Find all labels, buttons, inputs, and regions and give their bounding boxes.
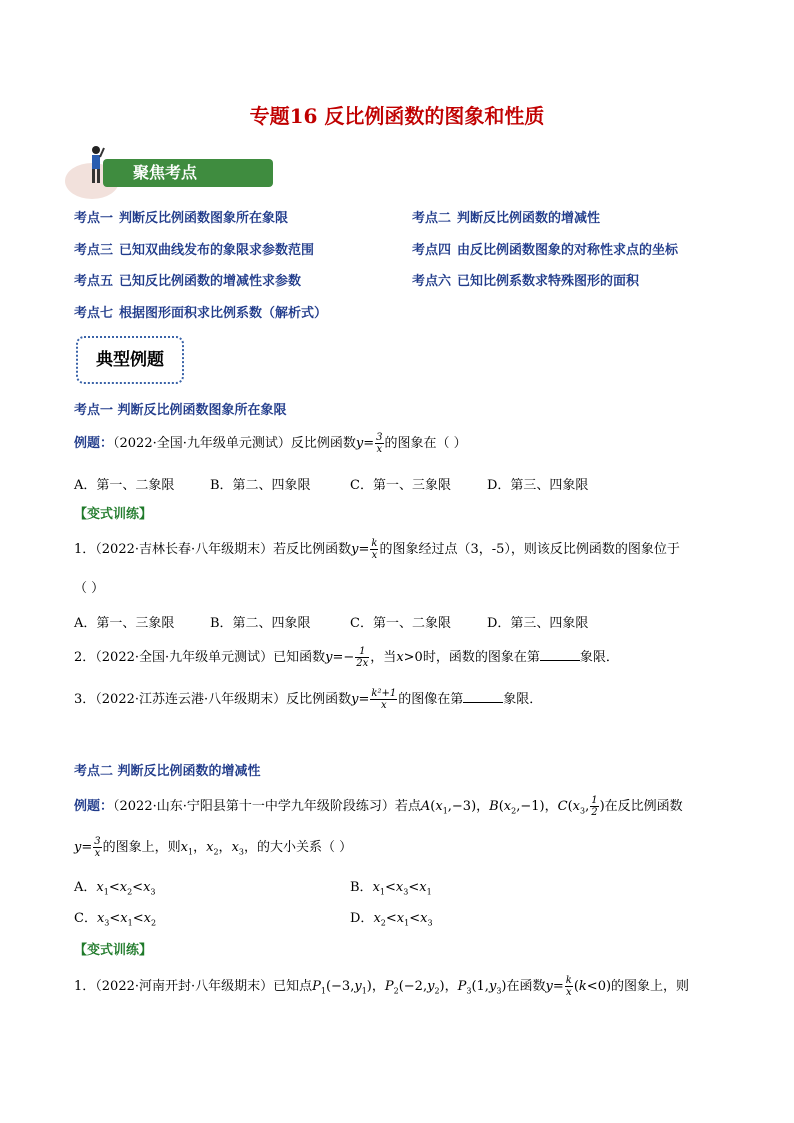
- s1-q1-option-b: B．第二、四象限: [210, 616, 311, 631]
- s2-option-d: D．$x_2<x_1<x_3$: [350, 911, 433, 928]
- kaodian-1: 考点一 判断反比例函数图象所在象限: [74, 211, 289, 226]
- section-2-heading: 考点二 判断反比例函数的增减性: [74, 764, 261, 779]
- kaodian-5: 考点五 已知反比例函数的增减性求参数: [74, 274, 302, 289]
- s2-option-a: A．$x_1<x_2<x_3$: [74, 880, 156, 897]
- kaodian-7: 考点七 根据图形面积求比例系数（解析式）: [74, 306, 328, 321]
- s1-example-option-a: A．第一、二象限: [74, 478, 175, 493]
- s1-example-option-d: D．第三、四象限: [487, 478, 589, 493]
- s1-example: 例题：（2022·全国·九年级单元测试）反比例函数y= $\frac{3}{x}$ 的图象在（ ）: [74, 432, 467, 455]
- s1-q1-option-a: A．第一、三象限: [74, 616, 175, 631]
- s2-question-1: 1．（2022·河南开封·八年级期末）已知点$P_1(-3,y_1)$，$P_2(-2,y_2)$，$P_3(1,y_3)$在函数y= $\frac{k}{x}$ (k<0)的图象上，则: [74, 975, 690, 998]
- kaodian-6: 考点六 已知比例系数求特殊图形的面积: [412, 274, 640, 289]
- typical-examples-box: 典型例题: [76, 336, 184, 384]
- kaodian-2: 考点二 判断反比例函数的增减性: [412, 211, 601, 226]
- s2-option-b: B．$x_1<x_3<x_1$: [350, 880, 432, 897]
- s2-variant-training: 【变式训练】: [74, 943, 153, 958]
- s1-question-2: 2．（2022·全国·九年级单元测试）已知函数y=− $\frac{1}{2x}$ ，当x>0时，函数的图象在第 象限．: [74, 646, 619, 669]
- s2-example-line2: y= $\frac{3}{x}$ 的图象上，则$x_1$，$x_2$，$x_3$，的大小关系（ ）: [74, 836, 353, 859]
- person-icon: [87, 145, 105, 187]
- s2-example: 例题：（2022·山东·宁阳县第十一中学九年级阶段练习）若点$A(x_1,-3)$，$B(x_2,-1)$，$C(x_3$, $\frac{1}{2}$ )在反比例函数: [74, 795, 683, 818]
- s1-example-option-c: C．第一、三象限: [350, 478, 451, 493]
- s1-q1-option-d: D．第三、四象限: [487, 616, 589, 631]
- s1-variant-training: 【变式训练】: [74, 507, 153, 522]
- answer-blank[interactable]: [540, 648, 580, 661]
- banner-label: 聚焦考点: [103, 159, 273, 187]
- s1-question-1-paren: （ ）: [74, 581, 105, 596]
- kaodian-4: 考点四 由反比例函数图象的对称性求点的坐标: [412, 243, 679, 258]
- s1-example-option-b: B．第二、四象限: [210, 478, 311, 493]
- kaodian-3: 考点三 已知双曲线发布的象限求参数范围: [74, 243, 315, 258]
- section-1-heading: 考点一 判断反比例函数图象所在象限: [74, 403, 287, 418]
- s1-q1-option-c: C．第一、二象限: [350, 616, 451, 631]
- s1-question-3: 3．（2022·江苏连云港·八年级期末）反比例函数y= $\frac{\text{k²+1}}{x}$ 的图像在第 象限．: [74, 688, 543, 711]
- answer-blank[interactable]: [463, 690, 503, 703]
- s1-question-1: 1．（2022·吉林长春·八年级期末）若反比例函数y= $\frac{k}{x}$ 的图象经过点（3，-5），则该反比例函数的图象位于: [74, 538, 680, 561]
- page-title: 专题16 反比例函数的图象和性质: [249, 104, 545, 128]
- s2-option-c: C．$x_3<x_1<x_2$: [74, 911, 157, 928]
